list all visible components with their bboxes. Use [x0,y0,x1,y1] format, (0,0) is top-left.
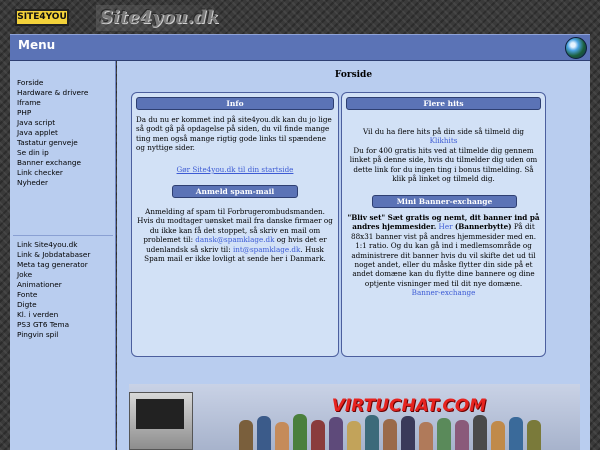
sidebar-item-se-din-ip[interactable]: Se din ip [17,148,49,157]
sidebar-item-animationer[interactable]: Animationer [17,280,62,289]
main-content [117,61,590,450]
sidebar-item-joke[interactable]: Joke [17,270,33,279]
virtuchat-banner-ad[interactable] [129,384,580,450]
sidebar-item-ps3-gt6-tema[interactable]: PS3 GT6 Tema [17,320,70,329]
person-figure [383,419,397,450]
panel-info [131,92,339,357]
top-header [0,0,600,34]
info-text: Da du nu er kommet ind på site4you.dk kan du jo lige så godt gå på opdagelse på siden, du vil finde mange ting men også mange rigtig gode links til spændene og nyttige sider. [136,115,332,153]
person-figure [293,414,307,450]
sidebar-item-link-jobdatabaser[interactable]: Link & Jobdatabaser [17,250,91,259]
virtuchat-logo: VIRTUCHAT.COM [331,396,487,416]
sidebar-item-meta-tag-generator[interactable]: Meta tag generator [17,260,88,269]
person-figure [365,415,379,450]
panel-hits [341,92,546,357]
person-figure [509,417,523,450]
hits-text: Vil du ha flere hits på din side så tilmeld dig Klikhits Du for 400 gratis hits ved at tilmelde dig gennem linket på denne side, hvis du tilmelder dig uden om dette link for du ingen ting i bonus tilmelding. Så klik på linket og tilmeld dig. [349,127,538,184]
sidebar-item-hardware-drivere[interactable]: Hardware & drivere [17,88,89,97]
sidebar-item-banner-exchange[interactable]: Banner exchange [17,158,81,167]
mini-banner-heading: Mini Banner-exchange [372,195,517,208]
person-figure [419,422,433,450]
sidebar-item-php[interactable]: PHP [17,108,32,117]
startpage-link[interactable]: Gør Site4you.dk til din startside [176,165,294,174]
sidebar-item-pingvin-spil[interactable]: Pingvin spil [17,330,59,339]
spam-text: Anmelding af spam til Forbrugerombudsmanden. Hvis du modtager uønsket mail fra danske firmaer og du ikke kan få det stoppet, så skriv en mail om problemet til: dansk@spamklage.dk og hvis det er udenlandsk så skriv til: int@spamklage.dk. Husk Spam mail er ikke lovligt at sende her i Danmark. [137,207,333,264]
person-figure [311,420,325,450]
her-link[interactable]: Her [438,222,453,232]
sidebar-item-fonte[interactable]: Fonte [17,290,38,299]
sidebar-item-iframe[interactable]: Iframe [17,98,41,107]
person-figure [257,416,271,450]
person-figure [455,420,469,450]
person-figure [329,417,343,450]
sidebar-item-digte[interactable]: Digte [17,300,37,309]
person-figure [491,421,505,450]
sidebar-divider [13,235,113,236]
globe-icon[interactable] [565,37,587,59]
sidebar-nav-primary [17,78,88,188]
menu-title: Menu [18,38,56,52]
person-figure [527,420,541,450]
person-figure [401,416,415,450]
sidebar-item-forside[interactable]: Forside [17,78,44,87]
spam-heading: Anmeld spam-mail [172,185,298,198]
person-figure [275,422,289,450]
mini-banner-text: "Bliv set" Sæt gratis og nemt, dit banner ind på andres hjemmesider. Her (Bannerbytte) På dit 88x31 banner vist på andres hjemmesider med en. 1:1 ratio. Og du kan gå ind i medlemsområde og administrere dit banner hvis du vil skifte det ud til noget andet, eller du måske flytter din side på et andet domæne kan du flytte dine bannere og dine optjente visninger med til dit nye domæne. Banner-exchange [347,213,540,298]
spam-email-dansk-link[interactable]: dansk@spamklage.dk [195,235,275,245]
sidebar-item-link-site4you-dk[interactable]: Link Site4you.dk [17,240,78,249]
person-figure [437,418,451,450]
menu-bar [10,34,590,61]
sidebar-item-kl-i-verden[interactable]: Kl. i verden [17,310,59,319]
person-figure [347,421,361,450]
klikhits-link[interactable]: Klikhits [429,136,458,146]
computer-image [129,392,193,450]
sidebar-item-java-applet[interactable]: Java applet [17,128,58,137]
sidebar-item-link-checker[interactable]: Link checker [17,168,63,177]
sidebar-nav-secondary [17,240,90,340]
site4you-logo-main[interactable]: Site4you.dk [96,5,214,31]
info-heading: Info [136,97,334,110]
page-title: Forside [334,70,373,80]
person-figure [473,415,487,450]
person-figure [239,420,253,450]
sidebar-item-nyheder[interactable]: Nyheder [17,178,49,187]
site4you-logo-small[interactable]: SITE4YOU [15,9,69,26]
hits-heading: Flere hits [346,97,541,110]
banner-exchange-link[interactable]: Banner-exchange [411,288,476,298]
spam-email-int-link[interactable]: int@spamklage.dk [232,244,301,254]
sidebar [10,61,116,450]
sidebar-item-java-script[interactable]: Java script [17,118,56,127]
sidebar-item-tastatur-genveje[interactable]: Tastatur genveje [17,138,78,147]
